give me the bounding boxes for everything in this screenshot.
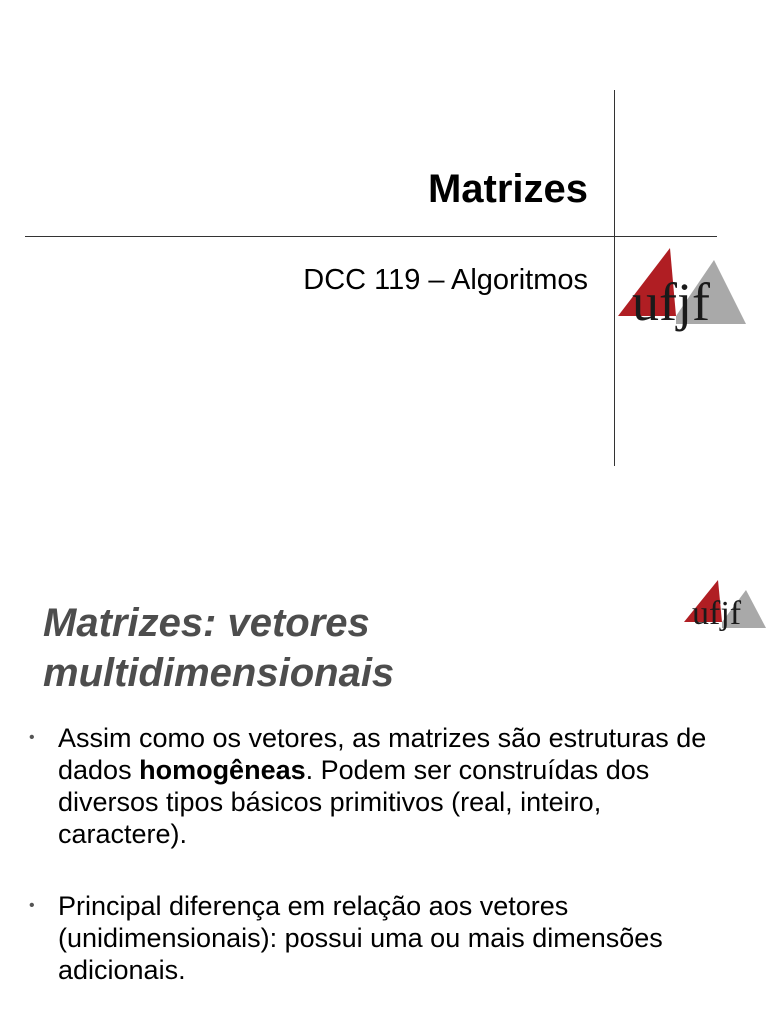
bullet-text: Assim como os vetores, as matrizes são estruturas de dados [58,723,707,785]
ufjf-logo-small [684,578,766,640]
bullet-text-continued: . Podem ser construídas dos diversos tipos básicos primitivos (real, inteiro, caractere). [58,755,650,849]
bullet-emphasis: homogêneas [139,755,306,785]
bullet-text: Principal diferença em relação aos vetores (unidimensionais): possui uma ou mais dimensões adicionais. [58,891,663,985]
logo-text: ufjf [632,272,710,332]
slide-title: Matrizes [427,167,588,211]
bullet-item [0,890,718,986]
title-slide [0,0,768,512]
horizontal-divider [25,236,717,237]
bullet-list [0,722,768,1026]
vertical-divider [614,90,615,466]
slide-title: Matrizes: vetores multidimensionais [43,601,395,695]
bullet-marker: • [29,897,35,914]
bullet-marker: • [29,729,35,746]
content-slide [0,512,768,1024]
slide-subtitle: DCC 119 – Algoritmos [303,264,588,296]
logo-text: ufjf [692,595,742,632]
ufjf-logo [618,244,748,340]
bullet-item [0,722,718,850]
